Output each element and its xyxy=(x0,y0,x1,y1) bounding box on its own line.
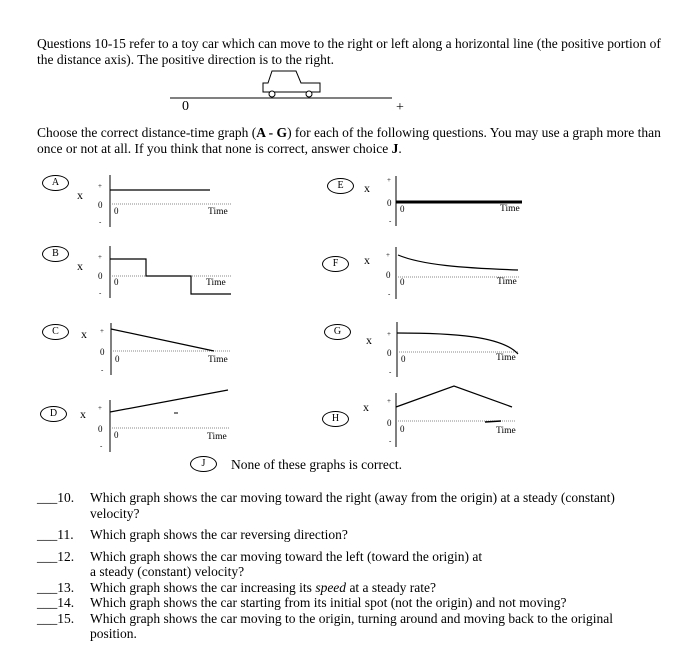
plus-tick: + xyxy=(386,251,390,259)
graph-f-curve xyxy=(398,255,518,270)
graph-f xyxy=(322,247,602,317)
zero-tick: 0 xyxy=(100,347,105,357)
question-10 xyxy=(37,490,657,521)
graph-d-curve xyxy=(110,390,228,412)
plus-tick: + xyxy=(387,330,391,338)
graph-d-plot xyxy=(40,400,240,460)
graph-e-letter[interactable]: E xyxy=(327,178,354,194)
x-axis-label: x xyxy=(364,253,370,267)
origin-tick: 0 xyxy=(114,206,119,216)
graph-e xyxy=(327,176,607,246)
answer-blank[interactable]: ___11. xyxy=(37,527,74,542)
origin-tick: 0 xyxy=(401,354,406,364)
time-axis-label: Time xyxy=(206,278,226,288)
question-11 xyxy=(37,527,657,543)
graph-g xyxy=(322,322,602,392)
question-13 xyxy=(37,580,657,596)
answer-blank[interactable]: ___15. xyxy=(37,610,75,626)
time-axis-label: Time xyxy=(208,207,228,217)
plus-tick: + xyxy=(98,182,102,190)
origin-tick: 0 xyxy=(114,277,119,287)
graph-h-plot xyxy=(321,385,531,455)
car-number-line-diagram xyxy=(170,64,410,104)
plus-tick: + xyxy=(100,327,104,335)
x-axis-label: x xyxy=(77,188,83,202)
zero-tick: 0 xyxy=(98,271,103,281)
question-text: Which graph shows the car moving to the origin, turning around and moving back to the original position. xyxy=(90,610,614,641)
graph-a-plot xyxy=(42,175,242,235)
plus-tick: + xyxy=(387,176,391,184)
time-axis-label: Time xyxy=(207,432,227,442)
answer-blank[interactable]: ___10. xyxy=(37,490,75,505)
minus-tick: - xyxy=(389,217,392,225)
zero-tick: 0 xyxy=(387,198,392,208)
graph-f-letter[interactable]: F xyxy=(322,256,349,272)
choice-j-letter[interactable]: J xyxy=(190,456,217,472)
origin-tick: 0 xyxy=(400,277,405,287)
intro-paragraph: Questions 10-15 refer to a toy car which can move to the right or left along a horizontal line (the positive portion of the distance axis). The positive direction is to the right. xyxy=(37,36,661,67)
origin-tick: 0 xyxy=(114,430,119,440)
choice-j-text: None of these graphs is correct. xyxy=(231,457,402,472)
x-axis-label: x xyxy=(363,400,369,414)
graph-a-letter[interactable]: A xyxy=(42,175,69,191)
graph-h-curve xyxy=(396,386,512,407)
question-text: Which graph shows the car moving toward the left (toward the origin) at a steady (constant) velocity? xyxy=(90,548,483,579)
x-axis-label: x xyxy=(81,327,87,341)
answer-blank[interactable]: ___12. xyxy=(37,548,75,564)
question-12 xyxy=(37,549,657,580)
graph-b-plot xyxy=(42,246,242,306)
minus-tick: - xyxy=(388,290,391,298)
minus-tick: - xyxy=(99,218,102,226)
positive-direction-label: + xyxy=(396,100,404,115)
x-axis-label: x xyxy=(366,333,372,347)
origin-tick: 0 xyxy=(400,424,405,434)
minus-tick: - xyxy=(389,437,392,445)
x-axis-label: x xyxy=(364,181,370,195)
graph-a xyxy=(42,175,322,245)
time-axis-label: Time xyxy=(500,204,520,214)
origin-label: 0 xyxy=(182,99,189,114)
x-axis-label: x xyxy=(80,407,86,421)
time-axis-label: Time xyxy=(496,426,516,436)
graph-g-plot xyxy=(322,322,532,382)
question-text: Which graph shows the car moving toward the right (away from the origin) at a steady (constant) velocity? xyxy=(90,490,615,521)
zero-tick: 0 xyxy=(98,424,103,434)
question-list xyxy=(37,490,657,642)
minus-tick: - xyxy=(99,289,102,297)
graph-g-letter[interactable]: G xyxy=(324,324,351,340)
graph-c-plot xyxy=(42,323,242,383)
graph-e-plot xyxy=(327,176,527,236)
question-14 xyxy=(37,595,657,611)
graph-f-plot xyxy=(322,247,532,307)
graph-h-letter[interactable]: H xyxy=(322,411,349,427)
time-axis-label: Time xyxy=(497,277,517,287)
minus-tick: - xyxy=(389,368,392,376)
plus-tick: + xyxy=(98,253,102,261)
answer-blank[interactable]: ___14. xyxy=(37,595,75,610)
graph-c-curve xyxy=(111,329,214,351)
minus-tick: - xyxy=(100,442,103,450)
choice-j-row xyxy=(190,455,402,472)
time-axis-label: Time xyxy=(208,355,228,365)
graph-h xyxy=(321,385,601,455)
graph-b-letter[interactable]: B xyxy=(42,246,69,262)
time-axis-label: Time xyxy=(496,353,516,363)
toy-car-icon xyxy=(263,71,320,97)
graph-c-letter[interactable]: C xyxy=(42,324,69,340)
zero-tick: 0 xyxy=(98,200,103,210)
plus-tick: + xyxy=(387,397,391,405)
zero-tick: 0 xyxy=(387,348,392,358)
question-text: Which graph shows the car starting from its initial spot (not the origin) and not moving? xyxy=(90,595,567,610)
x-axis-label: x xyxy=(77,259,83,273)
graph-d-letter[interactable]: D xyxy=(40,406,67,422)
graph-c xyxy=(42,323,322,393)
instructions-paragraph: Choose the correct distance-time graph (A - G) for each of the following questions. You may use a graph more than once or not at all. If you think that none is correct, answer choice J. xyxy=(37,125,661,156)
minus-tick: - xyxy=(101,366,104,374)
question-15 xyxy=(37,611,657,642)
graph-b xyxy=(42,246,322,316)
answer-blank[interactable]: ___13. xyxy=(37,579,75,595)
zero-tick: 0 xyxy=(386,270,391,280)
origin-tick: 0 xyxy=(115,354,120,364)
origin-tick: 0 xyxy=(400,204,405,214)
graph-g-curve xyxy=(397,333,518,354)
zero-tick: 0 xyxy=(387,418,392,428)
question-text: Which graph shows the car increasing its speed at a steady rate? xyxy=(90,579,437,595)
plus-tick: + xyxy=(98,404,102,412)
question-text: Which graph shows the car reversing direction? xyxy=(90,527,348,542)
stray-mark xyxy=(485,421,501,422)
